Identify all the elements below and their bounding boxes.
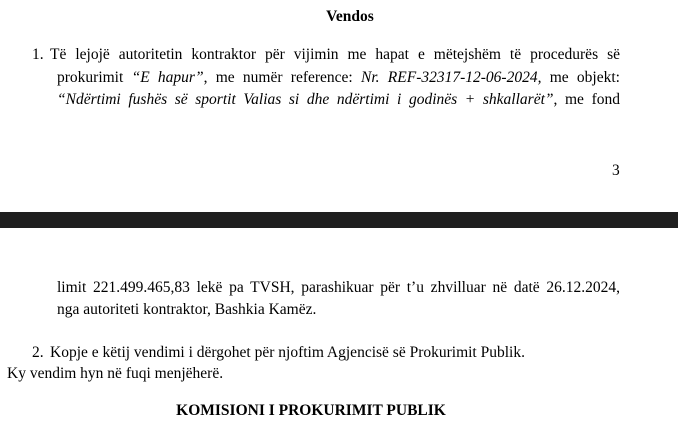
page-number: 3 — [612, 162, 620, 179]
item-1-object-label: me objekt: — [541, 69, 620, 86]
document-page-top — [0, 0, 678, 212]
page-separator — [0, 212, 678, 228]
item-2-number: 2. — [32, 344, 44, 361]
reference-number: Nr. REF-32317-12-06-2024, — [361, 69, 542, 86]
procedure-type: “E hapur” — [131, 69, 204, 86]
item-1-line-1: Të lejojë autoritetin kontraktor për vijimin me hapat e mëtejshëm të procedurës së — [50, 46, 620, 63]
item-1-reference-label: , me numër reference: — [203, 69, 361, 86]
signature-heading: KOMISIONI I PROKURIMIT PUBLIK — [176, 402, 446, 419]
item-1-prokurimit: prokurimit — [57, 69, 132, 86]
item-1-number: 1. — [32, 46, 44, 63]
closing-statement: Ky vendim hyn në fuqi menjëherë. — [7, 365, 224, 382]
item-2-text: Kopje e këtij vendimi i dërgohet për njoftim Agjencisë së Prokurimit Publik. — [50, 344, 525, 361]
procurement-object: “Ndërtimi fushës së sportit Valias si dhe ndërtimi i godinës + shkallarët” — [57, 91, 554, 108]
item-1-line-2 — [57, 68, 620, 88]
item-1-line-3 — [57, 90, 620, 110]
item-1-line-4: limit 221.499.465,83 lekë pa TVSH, parashikuar për t’u zhvilluar në datë 26.12.2024, — [57, 279, 620, 296]
item-1-line-5: nga autoriteti kontraktor, Bashkia Kamëz. — [57, 301, 317, 318]
decision-heading: Vendos — [326, 8, 374, 25]
item-1-fund-label: , me fond — [553, 91, 620, 108]
